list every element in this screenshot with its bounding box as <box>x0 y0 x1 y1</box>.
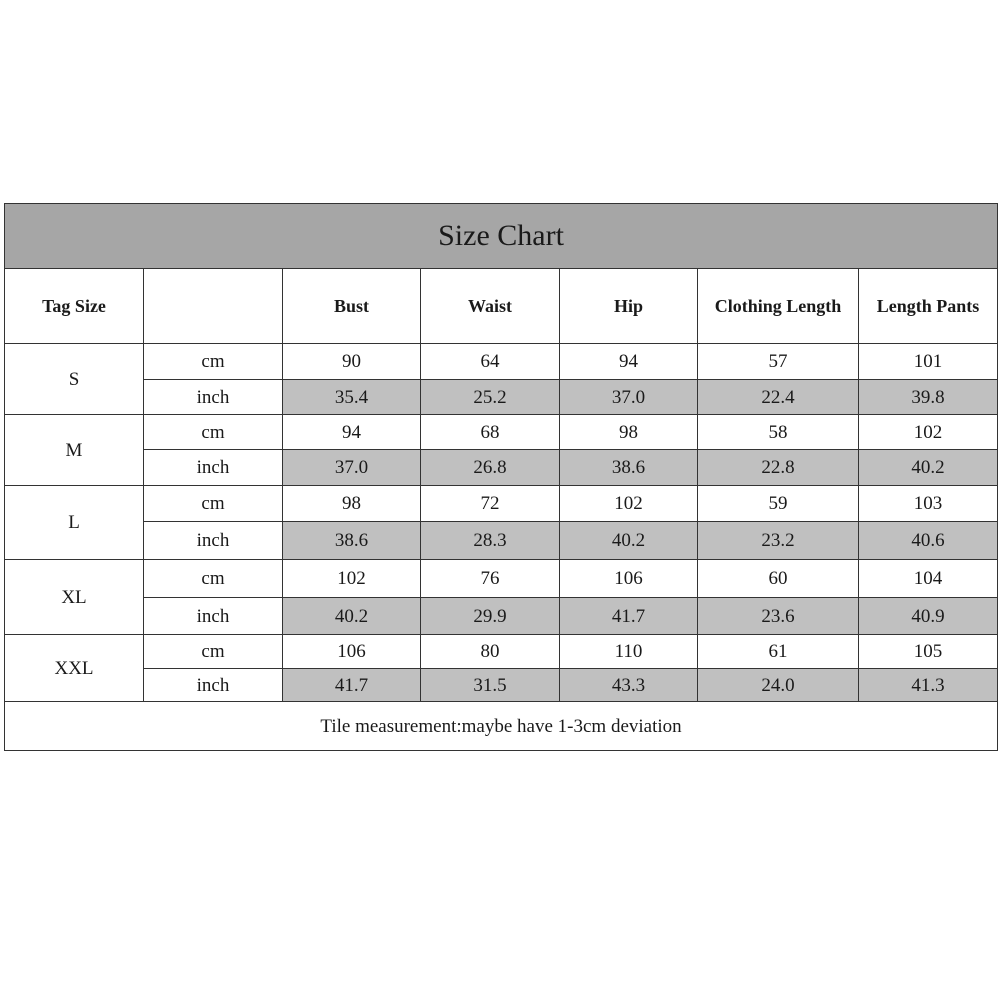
unit-cm-label: cm <box>144 344 283 380</box>
measurement-cell-cm: 94 <box>283 415 421 450</box>
measurement-cell-cm: 59 <box>698 486 859 522</box>
measurement-cell-inch: 39.8 <box>859 380 998 415</box>
header-hip: Hip <box>560 269 698 344</box>
unit-inch-label: inch <box>144 450 283 486</box>
unit-inch-label: inch <box>144 522 283 560</box>
measurement-cell-cm: 61 <box>698 635 859 669</box>
size-row-cm <box>5 635 998 669</box>
measurement-cell-cm: 105 <box>859 635 998 669</box>
measurement-cell-cm: 102 <box>560 486 698 522</box>
measurement-cell-inch: 41.7 <box>560 598 698 635</box>
measurement-cell-inch: 37.0 <box>283 450 421 486</box>
tag-size-cell: L <box>5 486 144 560</box>
size-chart-table <box>4 203 998 751</box>
measurement-cell-inch: 43.3 <box>560 669 698 702</box>
measurement-cell-cm: 102 <box>283 560 421 598</box>
measurement-cell-inch: 24.0 <box>698 669 859 702</box>
measurement-cell-cm: 80 <box>421 635 560 669</box>
measurement-cell-cm: 110 <box>560 635 698 669</box>
size-row-inch <box>5 522 998 560</box>
measurement-cell-inch: 29.9 <box>421 598 560 635</box>
header-waist: Waist <box>421 269 560 344</box>
header-tag-size: Tag Size <box>5 269 144 344</box>
size-row-inch <box>5 598 998 635</box>
header-clothing-length: Clothing Length <box>698 269 859 344</box>
measurement-cell-inch: 40.2 <box>859 450 998 486</box>
unit-inch-label: inch <box>144 598 283 635</box>
size-row-cm <box>5 344 998 380</box>
header-length-pants: Length Pants <box>859 269 998 344</box>
measurement-cell-inch: 23.2 <box>698 522 859 560</box>
unit-cm-label: cm <box>144 560 283 598</box>
measurement-cell-cm: 94 <box>560 344 698 380</box>
tag-size-cell: XXL <box>5 635 144 702</box>
size-row-cm <box>5 486 998 522</box>
header-unit <box>144 269 283 344</box>
measurement-cell-cm: 68 <box>421 415 560 450</box>
measurement-cell-inch: 40.9 <box>859 598 998 635</box>
measurement-cell-cm: 98 <box>560 415 698 450</box>
measurement-cell-inch: 41.3 <box>859 669 998 702</box>
unit-inch-label: inch <box>144 669 283 702</box>
measurement-cell-cm: 76 <box>421 560 560 598</box>
measurement-cell-cm: 101 <box>859 344 998 380</box>
measurement-cell-cm: 104 <box>859 560 998 598</box>
measurement-cell-inch: 40.6 <box>859 522 998 560</box>
measurement-cell-inch: 28.3 <box>421 522 560 560</box>
measurement-note: Tile measurement:maybe have 1-3cm deviation <box>5 702 998 751</box>
measurement-cell-inch: 23.6 <box>698 598 859 635</box>
measurement-cell-inch: 22.4 <box>698 380 859 415</box>
size-row-inch <box>5 380 998 415</box>
unit-cm-label: cm <box>144 486 283 522</box>
size-row-cm <box>5 560 998 598</box>
measurement-cell-cm: 106 <box>283 635 421 669</box>
chart-title: Size Chart <box>5 204 998 269</box>
measurement-cell-inch: 41.7 <box>283 669 421 702</box>
measurement-cell-cm: 64 <box>421 344 560 380</box>
size-row-inch <box>5 669 998 702</box>
unit-cm-label: cm <box>144 635 283 669</box>
tag-size-cell: M <box>5 415 144 486</box>
measurement-cell-inch: 40.2 <box>560 522 698 560</box>
measurement-cell-inch: 40.2 <box>283 598 421 635</box>
measurement-cell-inch: 31.5 <box>421 669 560 702</box>
measurement-cell-inch: 38.6 <box>560 450 698 486</box>
measurement-cell-cm: 58 <box>698 415 859 450</box>
tag-size-cell: XL <box>5 560 144 635</box>
measurement-cell-cm: 98 <box>283 486 421 522</box>
measurement-cell-inch: 26.8 <box>421 450 560 486</box>
tag-size-cell: S <box>5 344 144 415</box>
header-row <box>5 269 998 344</box>
measurement-cell-inch: 35.4 <box>283 380 421 415</box>
measurement-cell-cm: 103 <box>859 486 998 522</box>
size-row-inch <box>5 450 998 486</box>
header-bust: Bust <box>283 269 421 344</box>
note-row <box>5 702 998 751</box>
measurement-cell-inch: 25.2 <box>421 380 560 415</box>
measurement-cell-cm: 90 <box>283 344 421 380</box>
measurement-cell-cm: 60 <box>698 560 859 598</box>
unit-cm-label: cm <box>144 415 283 450</box>
measurement-cell-cm: 102 <box>859 415 998 450</box>
unit-inch-label: inch <box>144 380 283 415</box>
measurement-cell-cm: 106 <box>560 560 698 598</box>
measurement-cell-cm: 72 <box>421 486 560 522</box>
title-row <box>5 204 998 269</box>
measurement-cell-inch: 37.0 <box>560 380 698 415</box>
measurement-cell-inch: 38.6 <box>283 522 421 560</box>
measurement-cell-inch: 22.8 <box>698 450 859 486</box>
measurement-cell-cm: 57 <box>698 344 859 380</box>
size-row-cm <box>5 415 998 450</box>
